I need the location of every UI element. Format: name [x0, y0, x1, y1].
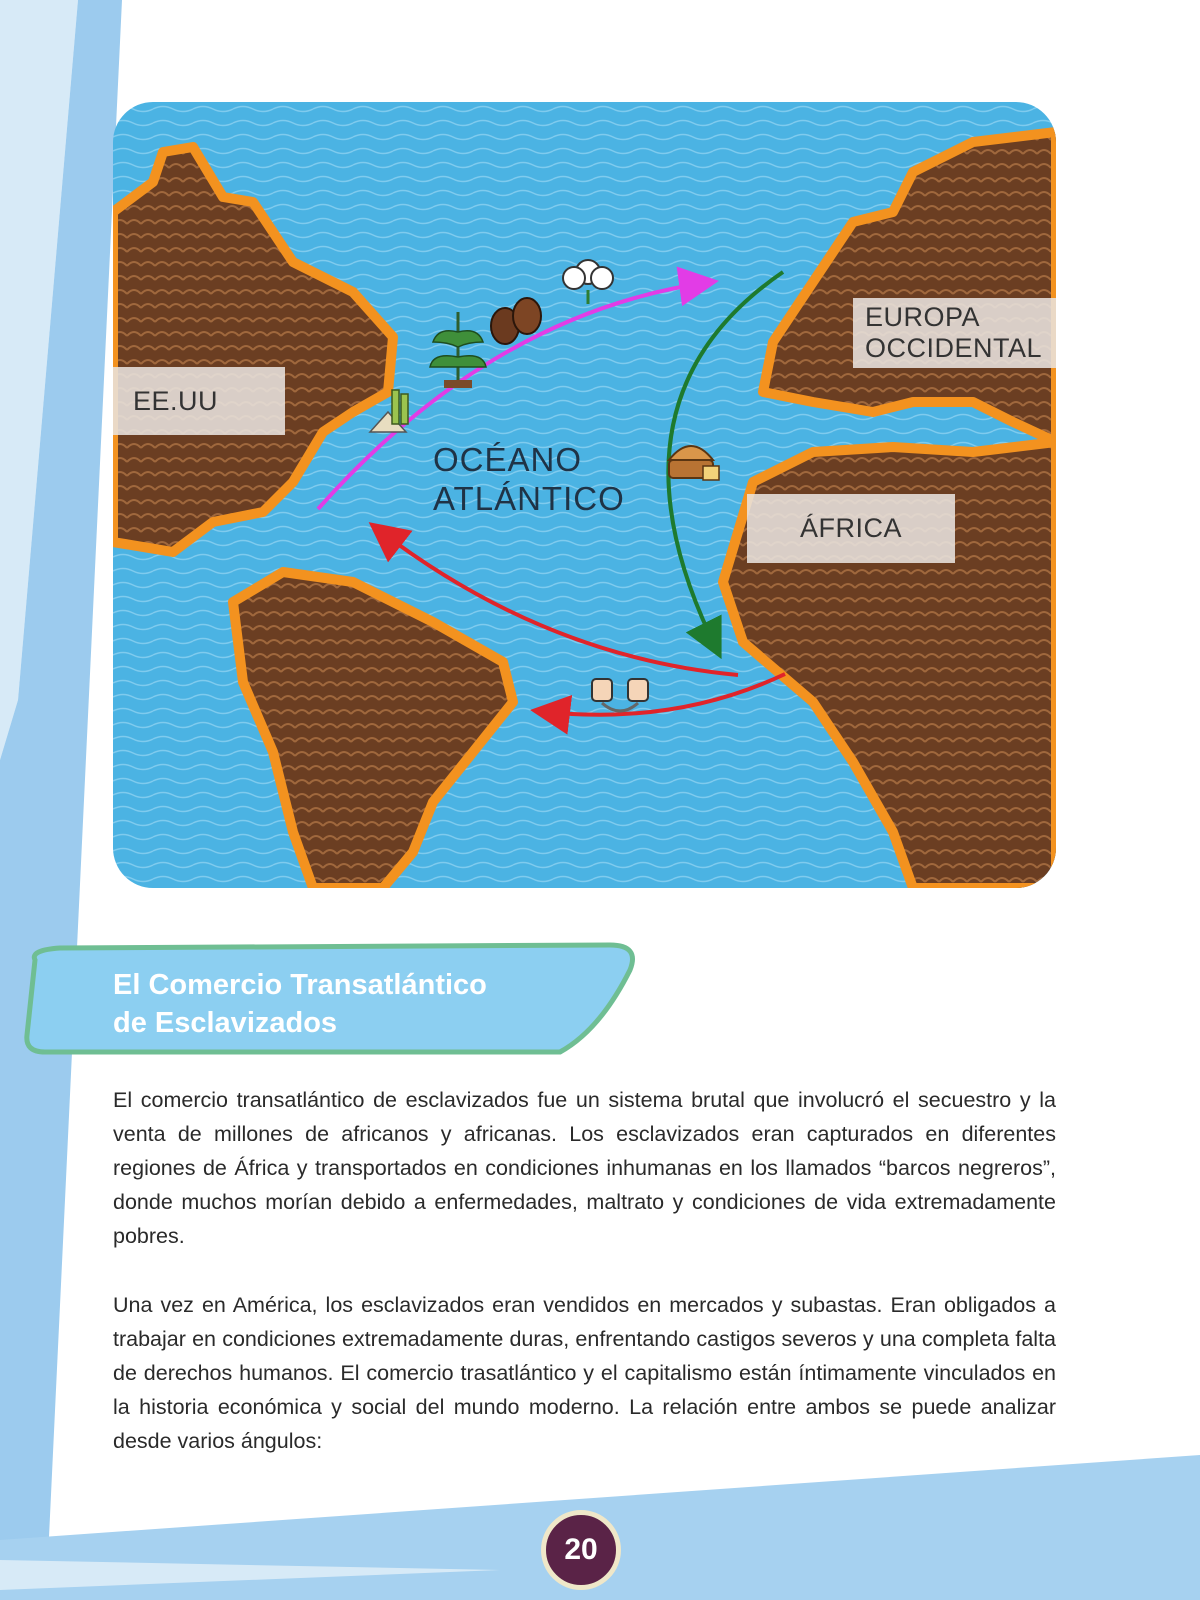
paragraph-1: El comercio transatlántico de esclavizados fue un sistema brutal que involucró el secuestro y la venta de millones de africanos y africanas. Los esclavizados eran capturados en diferentes regiones de África y transportados en condiciones inhumanas en los llamados “barcos negreros”, donde muchos morían debido a enfermedades, maltrato y condiciones de vida extremadamente pobres.: [113, 1088, 1056, 1248]
label-africa-text: ÁFRICA: [799, 513, 902, 543]
section-title-line2: de Esclavizados: [113, 1007, 338, 1039]
label-atlantic-ocean: [433, 440, 625, 518]
label-europe: [853, 298, 1056, 368]
trade-route-map: [113, 102, 1056, 888]
label-usa-text: EE.UU: [133, 385, 219, 416]
label-europe-line2: OCCIDENTAL: [865, 333, 1043, 363]
page-number: 20: [541, 1510, 621, 1590]
paragraph-2: Una vez en América, los esclavizados eran vendidos en mercados y subastas. Eran obligados a trabajar en condiciones extremadamente duras, enfrentando castigos severos y una completa falta de derechos humanos. El comercio trasatlántico y el capitalismo están íntimamente vinculados en la historia económica y social del mundo moderno. La relación entre ambos se puede analizar desde varios ángulos:: [113, 1293, 1056, 1453]
section-title-line1: El Comercio Transatlántico: [113, 969, 487, 1001]
label-ocean-line2: ATLÁNTICO: [433, 480, 625, 517]
label-europe-line1: EUROPA: [865, 302, 981, 332]
label-africa: [747, 494, 955, 563]
label-ocean-line1: OCÉANO: [433, 441, 583, 478]
label-usa: [113, 367, 285, 435]
section-title: [113, 966, 487, 1042]
